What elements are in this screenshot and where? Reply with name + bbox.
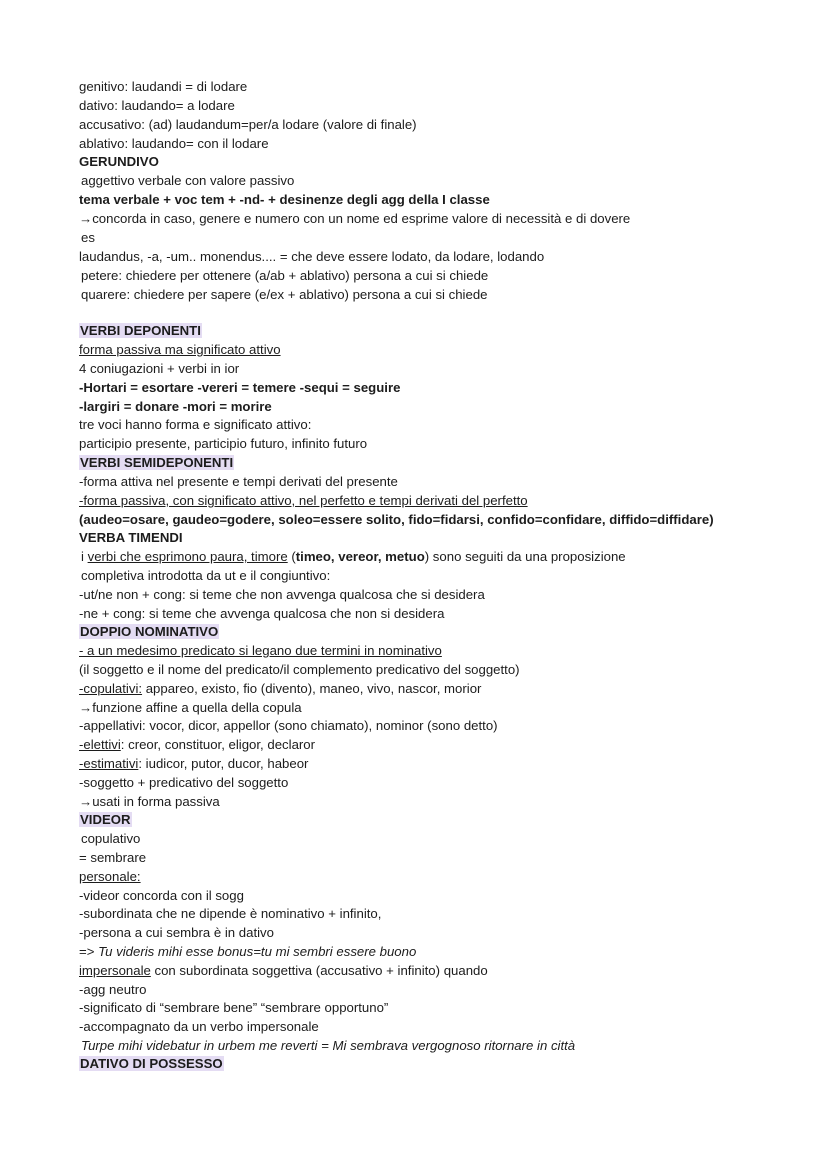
copulativi-label: -copulativi: xyxy=(79,681,143,696)
gerundivo-concord: →concorda in caso, genere e numero con un nome ed esprime valore di necessità e di dovere xyxy=(79,211,631,226)
semideponenti-heading-line xyxy=(79,454,234,472)
gerundivo-definition: aggettivo verbale con valore passivo xyxy=(81,173,295,188)
gerundivo-es: es xyxy=(81,230,95,245)
gerundio-dativo: dativo: laudando= a lodare xyxy=(79,98,235,113)
timendi-line-1 xyxy=(81,548,626,566)
timendi-l1-post: ) sono seguiti da una proposizione xyxy=(424,549,626,564)
gerundivo-example: laudandus, -a, -um.. monendus.... = che deve essere lodato, da lodare, lodando xyxy=(79,249,545,264)
gerundivo-formula: tema verbale + voc tem + -nd- + desinenze degli agg della I classe xyxy=(79,192,490,207)
videor-impersonale-2: -significato di “sembrare bene” “sembrare opportuno” xyxy=(79,1000,389,1015)
gerundio-accusativo: accusativo: (ad) laudandum=per/a lodare (valore di finale) xyxy=(79,117,417,132)
videor-example-1 xyxy=(79,943,416,961)
doppio-passiva: →usati in forma passiva xyxy=(79,794,220,809)
semideponenti-line-1: -forma attiva nel presente e tempi derivati del presente xyxy=(79,474,398,489)
gerundivo-heading: GERUNDIVO xyxy=(79,154,159,169)
impersonale-rest: con subordinata soggettiva (accusativo + infinito) quando xyxy=(150,963,488,978)
doppio-estimativi xyxy=(79,755,308,773)
videor-heading: VIDEOR xyxy=(80,812,131,827)
doppio-copulativi xyxy=(79,680,481,698)
elettivi-verbs: : creor, constituor, eligor, declaror xyxy=(120,737,316,752)
doppio-appellativi: -appellativi: vocor, dicor, appellor (sono chiamato), nominor (sono detto) xyxy=(79,718,498,733)
timendi-heading: VERBA TIMENDI xyxy=(79,530,183,545)
deponenti-definition: forma passiva ma significato attivo xyxy=(79,342,281,357)
videor-personale-3: -persona a cui sembra è in dativo xyxy=(79,925,274,940)
timendi-l1-pre: i xyxy=(81,549,88,564)
gerundivo-petere: petere: chiedere per ottenere (a/ab + ablativo) persona a cui si chiede xyxy=(81,268,489,283)
semideponenti-line-2: -forma passiva, con significato attivo, nel perfetto e tempi derivati del perfetto xyxy=(79,493,528,508)
videor-impersonale-3: -accompagnato da un verbo impersonale xyxy=(79,1019,319,1034)
impersonale-label: impersonale xyxy=(79,963,151,978)
videor-personale: personale: xyxy=(79,869,141,884)
videor-example-2: Turpe mihi videbatur in urbem me reverti = Mi sembrava vergognoso ritornare in città xyxy=(81,1038,576,1053)
doppio-heading-line xyxy=(79,623,219,641)
videor-personale-1: -videor concorda con il sogg xyxy=(79,888,244,903)
videor-heading-line xyxy=(79,811,132,829)
timendi-l1-underlined: verbi che esprimono paura, timore xyxy=(87,549,288,564)
doppio-soggetto: -soggetto + predicativo del soggetto xyxy=(79,775,289,790)
deponenti-heading-line xyxy=(79,322,202,340)
gerundivo-quarere: quarere: chiedere per sapere (e/ex + ablativo) persona a cui si chiede xyxy=(81,287,488,302)
doppio-funzione: →funzione affine a quella della copula xyxy=(79,700,302,715)
deponenti-heading: VERBI DEPONENTI xyxy=(80,323,201,338)
timendi-line-2: completiva introdotta da ut e il congiuntivo: xyxy=(81,568,331,583)
dativo-possesso-heading: DATIVO DI POSSESSO xyxy=(80,1056,223,1071)
doppio-line-1: - a un medesimo predicato si legano due termini in nominativo xyxy=(79,643,442,658)
gerundio-genitivo: genitivo: laudandi = di lodare xyxy=(79,79,248,94)
videor-impersonale-1: -agg neutro xyxy=(79,982,147,997)
doppio-heading: DOPPIO NOMINATIVO xyxy=(80,624,219,639)
elettivi-label: -elettivi xyxy=(79,737,121,752)
semideponenti-heading: VERBI SEMIDEPONENTI xyxy=(80,455,234,470)
videor-sembrare: = sembrare xyxy=(79,850,147,865)
doppio-line-2: (il soggetto e il nome del predicato/il complemento predicativo del soggetto) xyxy=(79,662,520,677)
deponenti-example-1: -Hortari = esortare -vereri = temere -sequi = seguire xyxy=(79,380,401,395)
timendi-l1-space: ( xyxy=(287,549,296,564)
doppio-elettivi xyxy=(79,736,315,754)
videor-example-text: Tu videris mihi esse bonus=tu mi sembri essere buono xyxy=(98,944,417,959)
videor-example-arrow: => xyxy=(79,944,99,959)
videor-impersonale xyxy=(79,962,488,980)
deponenti-coniugazioni: 4 coniugazioni + verbi in ior xyxy=(79,361,240,376)
timendi-l1-verbs: timeo, vereor, metuo xyxy=(295,549,425,564)
timendi-line-4: -ne + cong: si teme che avvenga qualcosa che non si desidera xyxy=(79,606,445,621)
semideponenti-line-3: (audeo=osare, gaudeo=godere, soleo=essere solito, fido=fidarsi, confido=confidare, diffido=diffidare) xyxy=(79,512,714,527)
estimativi-label: -estimativi xyxy=(79,756,139,771)
dativo-possesso-heading-line xyxy=(79,1055,224,1073)
deponenti-example-2: -largiri = donare -mori = morire xyxy=(79,399,272,414)
gerundio-ablativo: ablativo: laudando= con il lodare xyxy=(79,136,269,151)
estimativi-verbs: : iudicor, putor, ducor, habeor xyxy=(138,756,309,771)
deponenti-note-1: tre voci hanno forma e significato attivo: xyxy=(79,417,312,432)
deponenti-note-2: participio presente, participio futuro, infinito futuro xyxy=(79,436,368,451)
videor-copulativo: copulativo xyxy=(81,831,141,846)
timendi-line-3: -ut/ne non + cong: si teme che non avvenga qualcosa che si desidera xyxy=(79,587,485,602)
copulativi-verbs: appareo, existo, fio (divento), maneo, vivo, nascor, morior xyxy=(142,681,482,696)
videor-personale-2: -subordinata che ne dipende è nominativo + infinito, xyxy=(79,906,382,921)
